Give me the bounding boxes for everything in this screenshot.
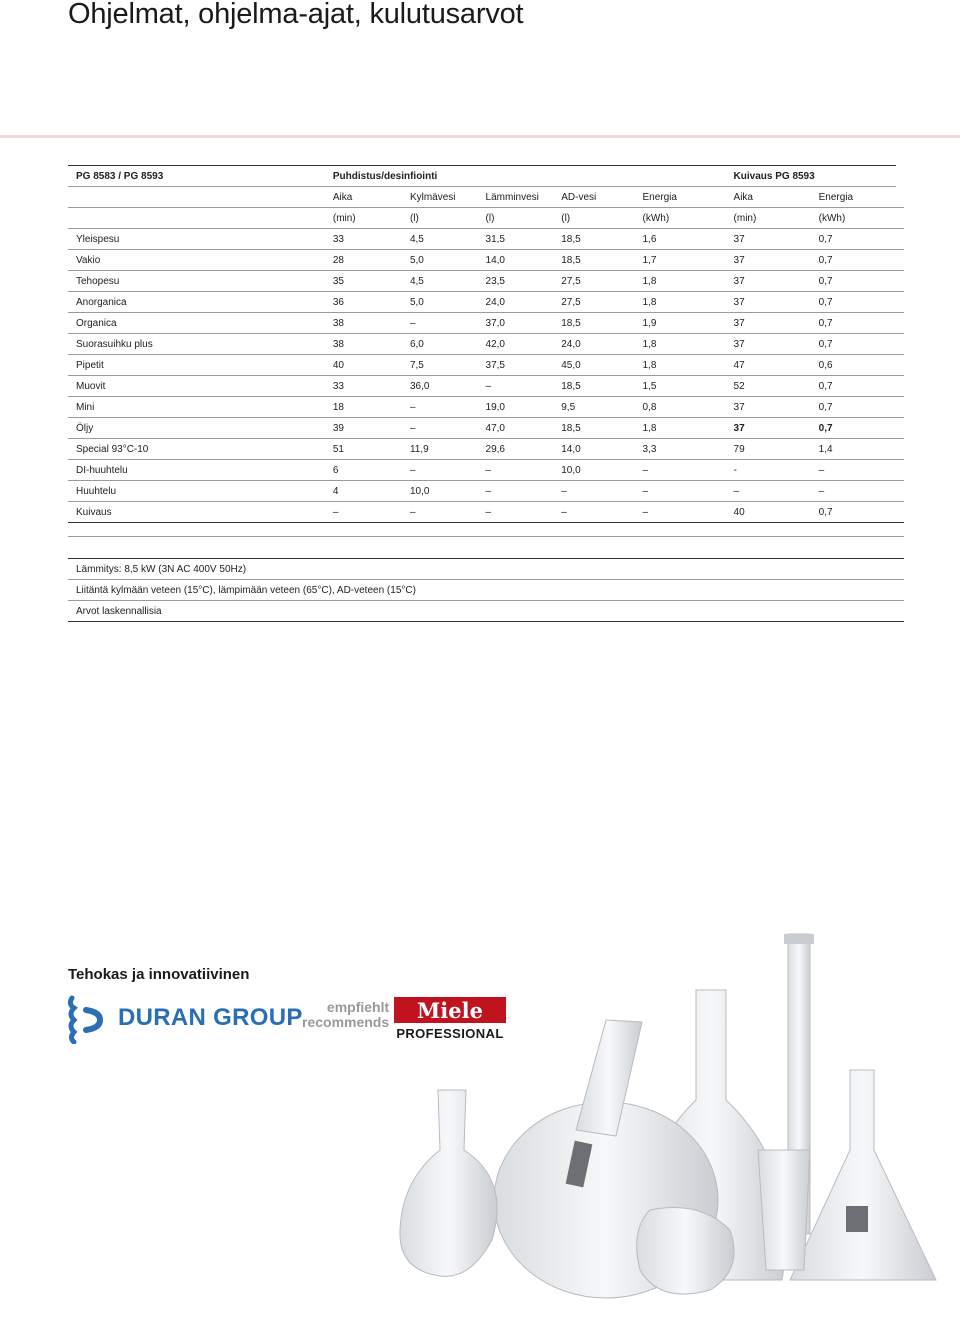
- note-text: Liitäntä kylmään veteen (15°C), lämpimään veteen (65°C), AD-veteen (15°C): [68, 580, 904, 601]
- page-title: Ohjelmat, ohjelma-ajat, kulutusarvot: [68, 0, 524, 30]
- table-cell: 29,6: [478, 439, 554, 460]
- table-row: [68, 502, 904, 523]
- table-row: [68, 439, 904, 460]
- program-name: Muovit: [68, 376, 325, 397]
- table-cell: 45,0: [553, 355, 634, 376]
- table-cell: 1,8: [634, 271, 725, 292]
- programs-table: [68, 165, 904, 523]
- table-cell: 18,5: [553, 229, 634, 250]
- table-cell: 37,5: [478, 355, 554, 376]
- table-row: [68, 229, 904, 250]
- table-cell: 37: [726, 250, 811, 271]
- table-cell: 3,3: [634, 439, 725, 460]
- table-cell: 0,7: [811, 313, 896, 334]
- program-name: Huuhtelu: [68, 481, 325, 502]
- table-cell: –: [811, 481, 896, 502]
- program-name: Öljy: [68, 418, 325, 439]
- col-header: Energia: [634, 187, 725, 208]
- program-name: Pipetit: [68, 355, 325, 376]
- program-name: Vakio: [68, 250, 325, 271]
- table-cell: 11,9: [402, 439, 478, 460]
- program-name: Anorganica: [68, 292, 325, 313]
- table-cell: 37: [726, 313, 811, 334]
- table-cell: 10,0: [553, 460, 634, 481]
- table-cell: 39: [325, 418, 402, 439]
- table-cell: –: [478, 376, 554, 397]
- divider: [68, 536, 904, 537]
- table-cell: 0,7: [811, 418, 896, 439]
- table-cell: –: [402, 313, 478, 334]
- table-cell: 1,7: [634, 250, 725, 271]
- unit-cell: (l): [402, 208, 478, 229]
- table-row: [68, 355, 904, 376]
- table-cell: 42,0: [478, 334, 554, 355]
- table-cell: 4,5: [402, 229, 478, 250]
- table-cell: 24,0: [478, 292, 554, 313]
- table-cell: 18,5: [553, 418, 634, 439]
- table-cell: 36: [325, 292, 402, 313]
- table-cell: 0,7: [811, 292, 896, 313]
- table-cell: 28: [325, 250, 402, 271]
- table-cell: 18,5: [553, 313, 634, 334]
- table-cell: 1,6: [634, 229, 725, 250]
- table-cell: 4,5: [402, 271, 478, 292]
- table-cell: –: [325, 502, 402, 523]
- table-cell: –: [634, 481, 725, 502]
- table-row: [68, 418, 904, 439]
- table-cell: –: [553, 502, 634, 523]
- table-cell: 1,8: [634, 355, 725, 376]
- note-text: Lämmitys: 8,5 kW (3N AC 400V 50Hz): [68, 559, 904, 580]
- table-cell: 0,7: [811, 250, 896, 271]
- table-cell: 9,5: [553, 397, 634, 418]
- miele-logo-text: Miele: [394, 997, 506, 1023]
- table-cell: 18: [325, 397, 402, 418]
- unit-cell: (l): [553, 208, 634, 229]
- notes-table: [68, 558, 904, 622]
- program-name: DI-huuhtelu: [68, 460, 325, 481]
- table-cell: -: [726, 460, 811, 481]
- table-row: [68, 313, 904, 334]
- table-cell: 7,5: [402, 355, 478, 376]
- table-row: [68, 292, 904, 313]
- table-cell: –: [634, 502, 725, 523]
- program-name: Kuivaus: [68, 502, 325, 523]
- col-header: Aika: [726, 187, 811, 208]
- table-row: [68, 460, 904, 481]
- duran-logo-text: DURAN GROUP: [118, 1004, 303, 1031]
- table-cell: 52: [726, 376, 811, 397]
- model-label: PG 8583 / PG 8593: [68, 166, 325, 187]
- col-header: Kylmävesi: [402, 187, 478, 208]
- top-rule: [0, 135, 960, 138]
- table-cell: –: [402, 502, 478, 523]
- table-cell: 5,0: [402, 250, 478, 271]
- col-header: AD-vesi: [553, 187, 634, 208]
- unit-row: [68, 208, 904, 229]
- table-cell: 6: [325, 460, 402, 481]
- table-cell: 31,5: [478, 229, 554, 250]
- table-cell: 27,5: [553, 271, 634, 292]
- table-cell: 5,0: [402, 292, 478, 313]
- table-row: [68, 334, 904, 355]
- unit-cell: (l): [478, 208, 554, 229]
- table-cell: 14,0: [478, 250, 554, 271]
- table-cell: 40: [325, 355, 402, 376]
- col-header: Lämminvesi: [478, 187, 554, 208]
- col-header: Aika: [325, 187, 402, 208]
- table-cell: 33: [325, 229, 402, 250]
- table-cell: 18,5: [553, 376, 634, 397]
- note-row: [68, 580, 904, 601]
- group-dry-label: Kuivaus PG 8593: [726, 166, 896, 187]
- column-header-row: [68, 187, 904, 208]
- miele-professional-text: PROFESSIONAL: [396, 1026, 504, 1041]
- table-cell: 6,0: [402, 334, 478, 355]
- table-cell: 35: [325, 271, 402, 292]
- table-cell: 37: [726, 229, 811, 250]
- table-cell: –: [634, 460, 725, 481]
- table-row: [68, 250, 904, 271]
- unit-cell: (min): [325, 208, 402, 229]
- table-cell: 1,8: [634, 334, 725, 355]
- note-row: [68, 601, 904, 622]
- table-cell: 37: [726, 418, 811, 439]
- table-cell: –: [553, 481, 634, 502]
- table-cell: 40: [726, 502, 811, 523]
- table-cell: 1,5: [634, 376, 725, 397]
- table-cell: 1,9: [634, 313, 725, 334]
- lab-glassware-image: [380, 930, 960, 1318]
- table-cell: 0,7: [811, 271, 896, 292]
- table-cell: 0,6: [811, 355, 896, 376]
- group-wash-label: Puhdistus/desinfiointi: [325, 166, 726, 187]
- program-name: Suorasuihku plus: [68, 334, 325, 355]
- table-cell: –: [478, 460, 554, 481]
- table-row: [68, 271, 904, 292]
- table-cell: 47: [726, 355, 811, 376]
- table-cell: 4: [325, 481, 402, 502]
- program-name: Tehopesu: [68, 271, 325, 292]
- table-cell: 0,7: [811, 397, 896, 418]
- table-cell: –: [402, 460, 478, 481]
- table-cell: 37: [726, 271, 811, 292]
- table-cell: 0,7: [811, 376, 896, 397]
- table-cell: 27,5: [553, 292, 634, 313]
- table-cell: 23,5: [478, 271, 554, 292]
- table-row: [68, 481, 904, 502]
- table-cell: 33: [325, 376, 402, 397]
- table-cell: 1,4: [811, 439, 896, 460]
- unit-cell: (min): [726, 208, 811, 229]
- table-row: [68, 376, 904, 397]
- table-cell: 37: [726, 292, 811, 313]
- table-cell: –: [402, 397, 478, 418]
- table-cell: 1,8: [634, 292, 725, 313]
- program-name: Yleispesu: [68, 229, 325, 250]
- table-cell: 0,7: [811, 334, 896, 355]
- table-cell: 1,8: [634, 418, 725, 439]
- table-cell: 14,0: [553, 439, 634, 460]
- table-cell: 37: [726, 397, 811, 418]
- table-cell: –: [478, 481, 554, 502]
- table-cell: 19,0: [478, 397, 554, 418]
- table-cell: –: [811, 460, 896, 481]
- program-name: Organica: [68, 313, 325, 334]
- program-name: Special 93°C-10: [68, 439, 325, 460]
- col-header: Energia: [811, 187, 896, 208]
- tagline: Tehokas ja innovatiivinen: [68, 966, 250, 983]
- table-cell: –: [478, 502, 554, 523]
- table-cell: 79: [726, 439, 811, 460]
- unit-cell: (kWh): [634, 208, 725, 229]
- table-cell: 47,0: [478, 418, 554, 439]
- note-text: Arvot laskennallisia: [68, 601, 904, 622]
- program-name: Mini: [68, 397, 325, 418]
- table-cell: 38: [325, 334, 402, 355]
- table-cell: 10,0: [402, 481, 478, 502]
- table-cell: 36,0: [402, 376, 478, 397]
- unit-cell: (kWh): [811, 208, 896, 229]
- table-cell: 0,7: [811, 229, 896, 250]
- table-cell: 37: [726, 334, 811, 355]
- note-row: [68, 559, 904, 580]
- table-cell: 18,5: [553, 250, 634, 271]
- table-cell: 0,7: [811, 502, 896, 523]
- table-cell: –: [402, 418, 478, 439]
- table-cell: 51: [325, 439, 402, 460]
- table-header-row: [68, 166, 904, 187]
- table-row: [68, 397, 904, 418]
- table-cell: 37,0: [478, 313, 554, 334]
- table-cell: 24,0: [553, 334, 634, 355]
- table-cell: 0,8: [634, 397, 725, 418]
- duran-logo-icon: [66, 994, 110, 1044]
- empfiehlt-text: empfiehlt recommends: [302, 999, 390, 1030]
- table-cell: 38: [325, 313, 402, 334]
- table-cell: –: [726, 481, 811, 502]
